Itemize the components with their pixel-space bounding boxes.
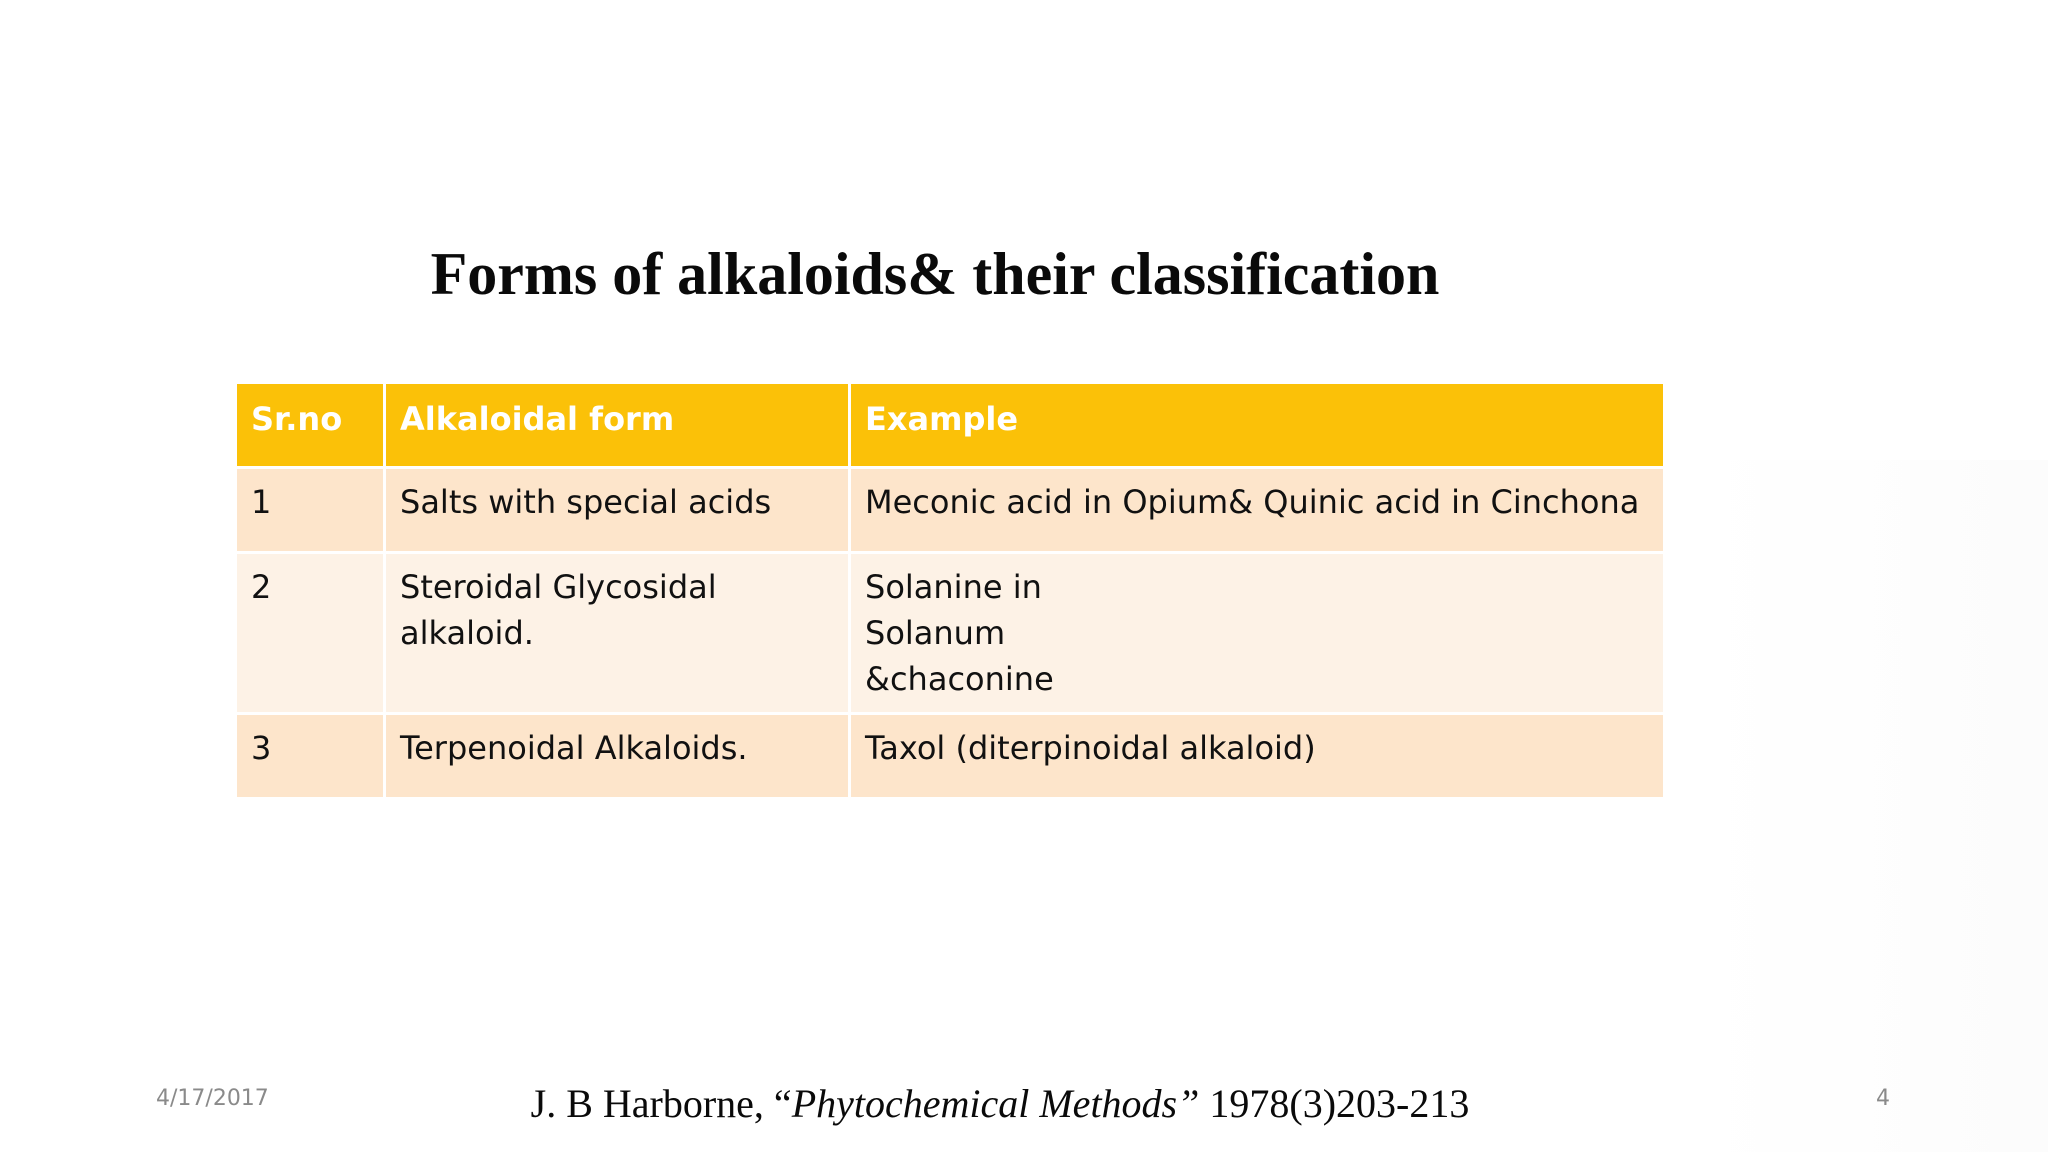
table-row	[236, 468, 1665, 553]
cell-example: Taxol (diterpinoidal alkaloid)	[850, 714, 1665, 799]
cell-alkaloidal-form: Terpenoidal Alkaloids.	[385, 714, 850, 799]
slide-title: Forms of alkaloids& their classification	[430, 241, 1440, 307]
cell-alkaloidal-form: Salts with special acids	[385, 468, 850, 553]
table-row	[236, 714, 1665, 799]
table-row	[236, 553, 1665, 714]
header-alkaloidal-form: Alkaloidal form	[385, 383, 850, 468]
cell-sr-no: 2	[236, 553, 385, 714]
citation-details: 1978(3)203-213	[1199, 1081, 1470, 1126]
cell-example: Solanine in Solanum &chaconine	[850, 553, 1665, 714]
cell-sr-no: 3	[236, 714, 385, 799]
footer-date: 4/17/2017	[156, 1086, 269, 1111]
footer-citation	[0, 1080, 2000, 1127]
header-sr-no: Sr.no	[236, 383, 385, 468]
cell-example: Meconic acid in Opium& Quinic acid in Cinchona	[850, 468, 1665, 553]
citation-work: Phytochemical Methods”	[791, 1081, 1200, 1126]
cell-alkaloidal-form: Steroidal Glycosidal alkaloid.	[385, 553, 850, 714]
footer-page-number: 4	[1876, 1086, 1890, 1111]
background-shade	[1698, 460, 2048, 1152]
table-header-row	[236, 383, 1665, 468]
citation-author: J. B Harborne, “	[530, 1081, 792, 1126]
alkaloid-table	[234, 381, 1666, 800]
cell-sr-no: 1	[236, 468, 385, 553]
header-example: Example	[850, 383, 1665, 468]
